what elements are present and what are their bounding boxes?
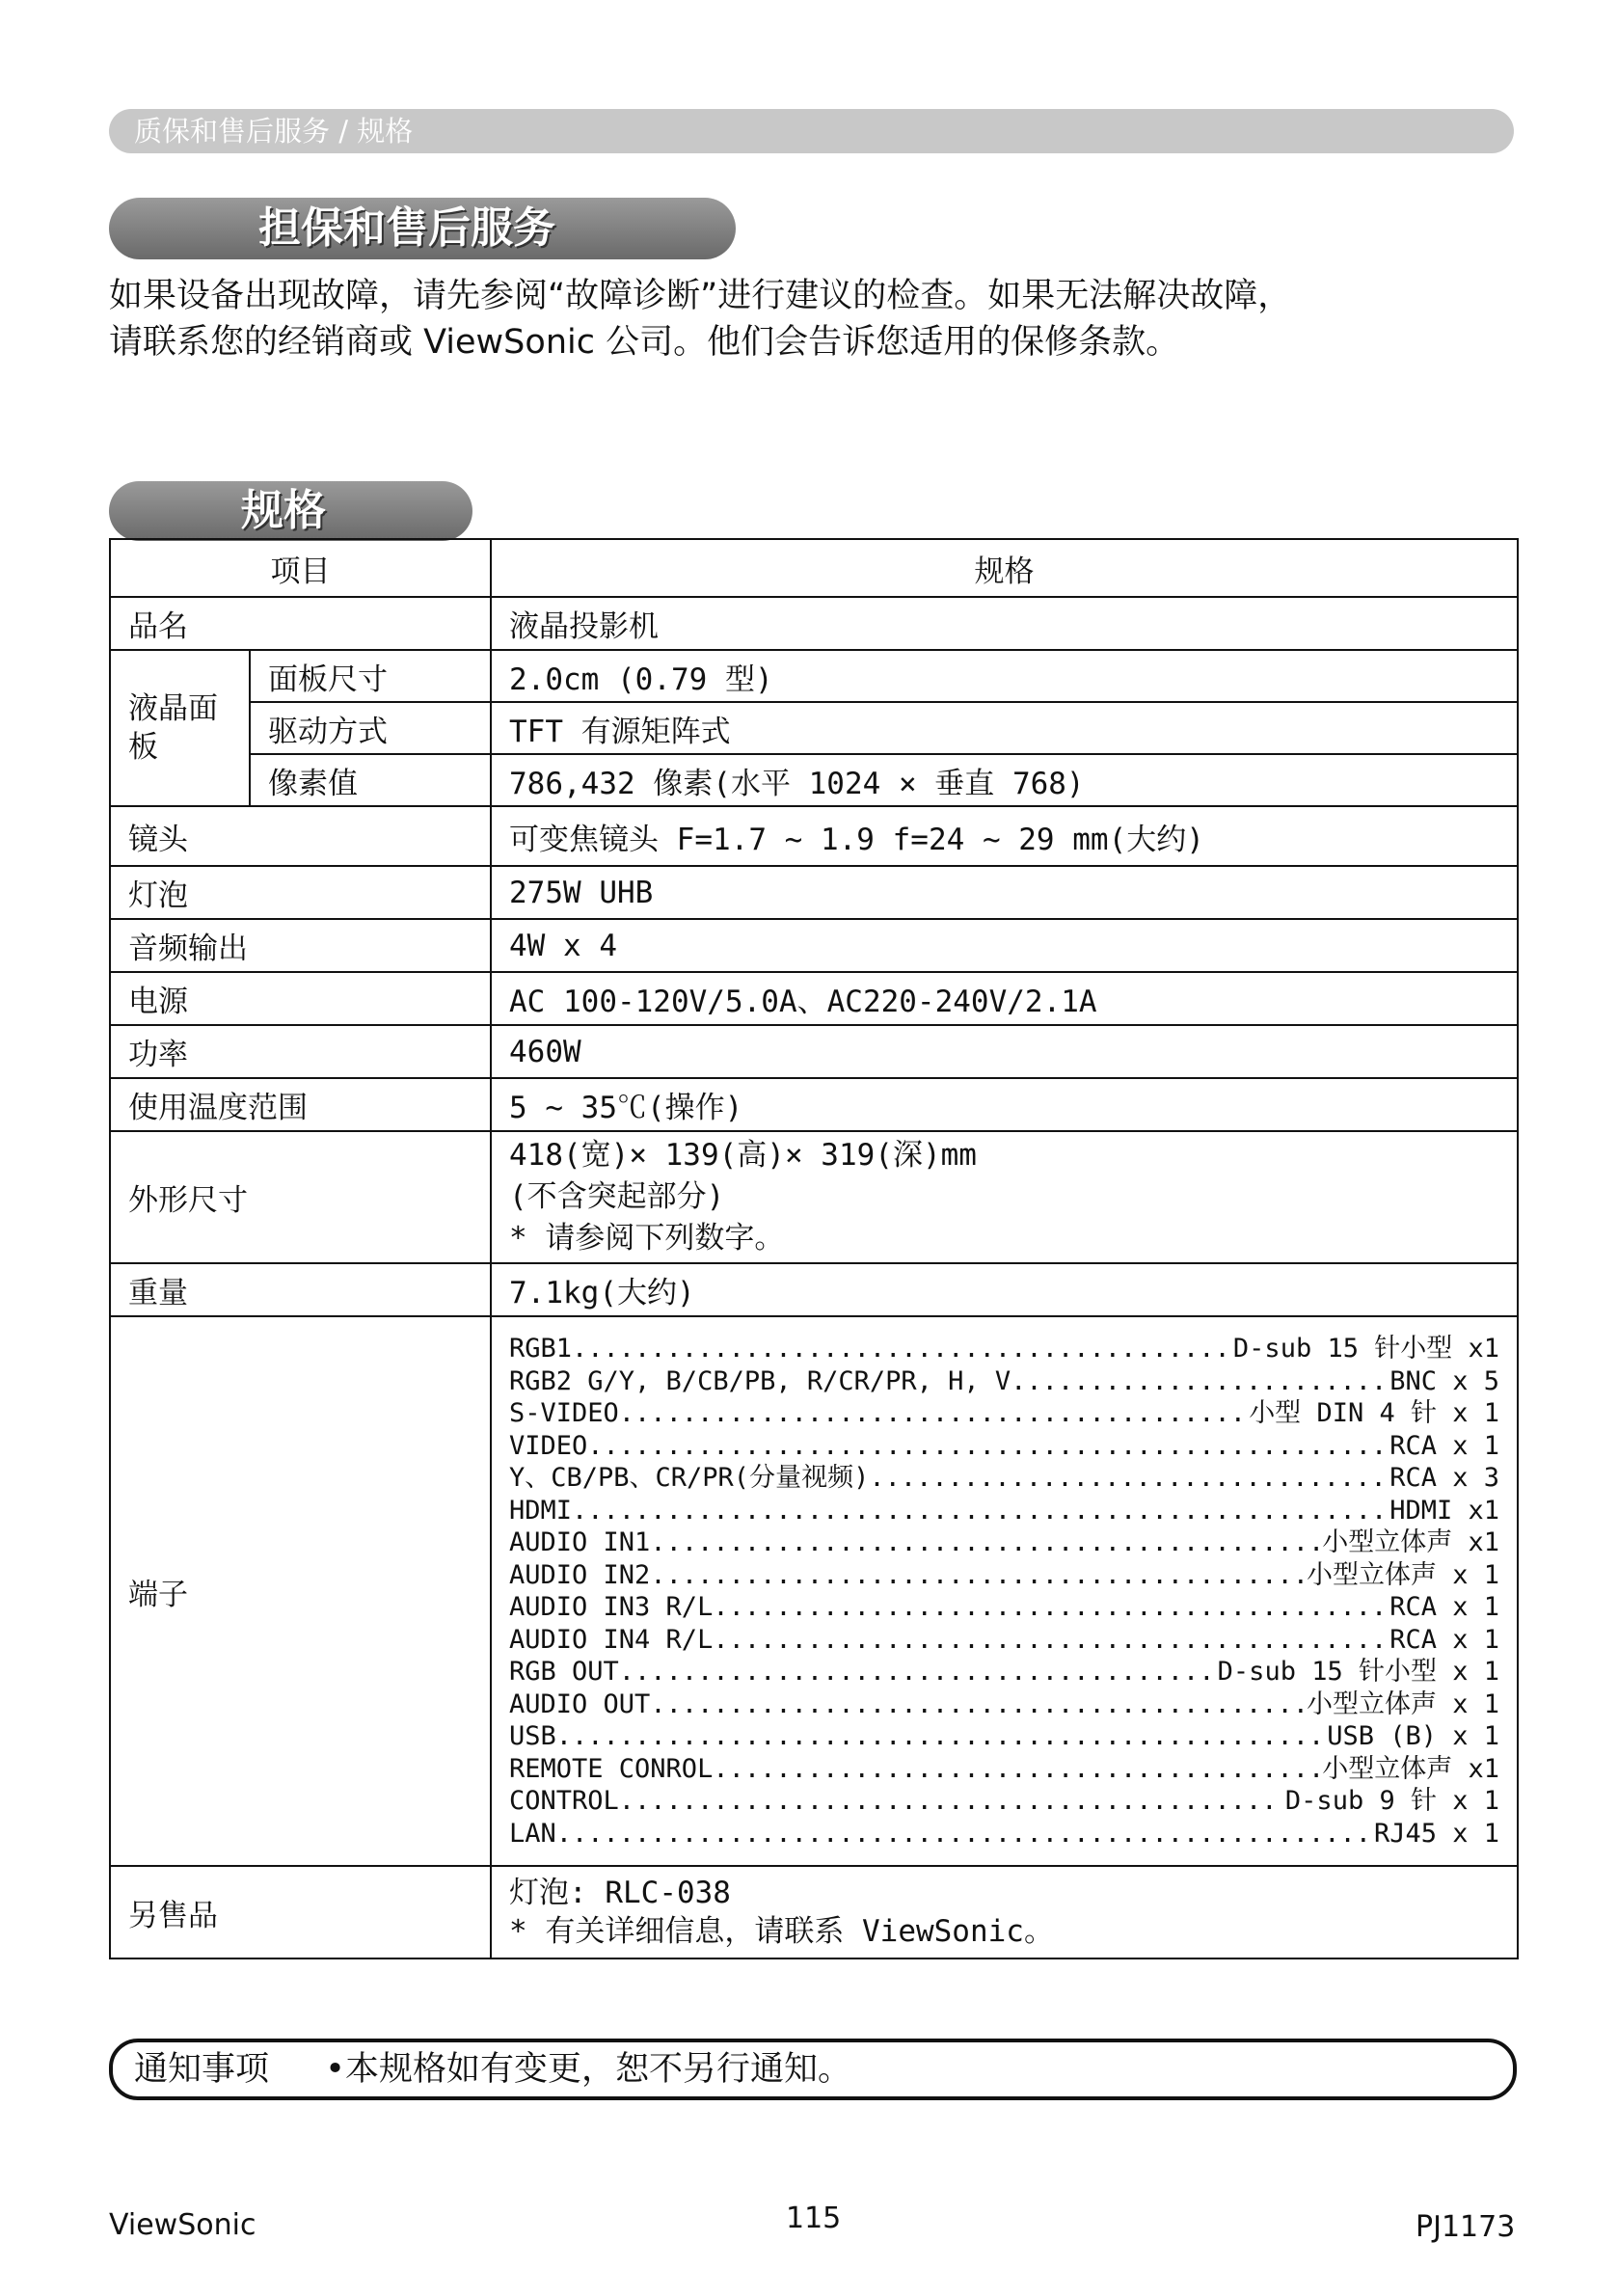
breadcrumb-bar xyxy=(109,109,1514,153)
port-value: BNC x 5 xyxy=(1389,1365,1499,1396)
port-value: RCA x 1 xyxy=(1389,1624,1499,1655)
port-value: 小型立体声 x 1 xyxy=(1306,1559,1499,1590)
port-value: D-sub 15 针小型 x 1 xyxy=(1217,1657,1499,1687)
port-value: D-sub 15 针小型 x1 xyxy=(1232,1334,1499,1364)
port-name: Y、CB/PB、CR/PR(分量视频) xyxy=(509,1463,870,1493)
warranty-paragraph-line: 请联系您的经销商或 ViewSonic 公司。他们会告诉您适用的保修条款。 xyxy=(109,323,1180,362)
leader-dots xyxy=(650,1559,1303,1592)
table-row xyxy=(110,1025,1518,1078)
port-name: RGB1 xyxy=(509,1334,573,1364)
port-value: 小型 DIN 4 针 x 1 xyxy=(1249,1398,1499,1428)
footer-brand: ViewSonic xyxy=(109,2208,256,2242)
leader-dots xyxy=(713,1753,1318,1786)
dimensions-line: (不含突起部分) xyxy=(509,1179,725,1214)
row-value: 275W UHB xyxy=(491,866,1518,919)
specs-section-title: 规格 xyxy=(109,481,472,541)
row-value: 7.1kg(大约) xyxy=(491,1263,1518,1316)
row-label: 电源 xyxy=(110,972,491,1025)
port-value: HDMI x1 xyxy=(1389,1495,1499,1526)
leader-dots xyxy=(1011,1365,1386,1398)
dimensions-line: * 请参阅下列数字。 xyxy=(509,1221,785,1256)
port-name: LAN xyxy=(509,1818,556,1849)
leader-dots xyxy=(587,1430,1386,1463)
col-header-spec: 规格 xyxy=(491,539,1518,597)
port-value: 小型立体声 x1 xyxy=(1322,1527,1499,1557)
port-value: RCA x 1 xyxy=(1389,1430,1499,1461)
row-value: 2.0cm (0.79 型) xyxy=(491,650,1518,702)
table-row xyxy=(110,1866,1518,1958)
row-label: 外形尺寸 xyxy=(110,1131,491,1263)
row-sublabel: 像素值 xyxy=(250,754,491,806)
row-label: 音频输出 xyxy=(110,919,491,972)
accessories-line: * 有关详细信息，请联系 ViewSonic。 xyxy=(509,1914,1054,1949)
port-item xyxy=(509,1753,1499,1786)
row-value: 5 ~ 35℃(操作) xyxy=(491,1078,1518,1131)
leader-dots xyxy=(556,1818,1370,1850)
leader-dots xyxy=(619,1397,1245,1430)
leader-dots xyxy=(619,1785,1281,1818)
port-item xyxy=(509,1495,1499,1527)
table-row xyxy=(110,597,1518,650)
port-value: USB (B) x 1 xyxy=(1327,1721,1499,1751)
row-sublabel: 驱动方式 xyxy=(250,702,491,754)
spec-table xyxy=(109,538,1519,1959)
port-item xyxy=(509,1656,1499,1688)
port-item xyxy=(509,1526,1499,1559)
footer-model: PJ1173 xyxy=(1416,2210,1516,2244)
table-row xyxy=(110,919,1518,972)
row-value: AC 100-120V/5.0A、AC220-240V/2.1A xyxy=(491,972,1518,1025)
port-item xyxy=(509,1720,1499,1753)
port-item xyxy=(509,1688,1499,1721)
leader-dots xyxy=(572,1495,1386,1527)
breadcrumb: 质保和售后服务 / 规格 xyxy=(134,115,414,148)
table-row xyxy=(110,806,1518,866)
port-value: RCA x 1 xyxy=(1389,1592,1499,1622)
row-value: TFT 有源矩阵式 xyxy=(491,702,1518,754)
port-name: USB xyxy=(509,1721,556,1751)
table-row xyxy=(110,650,1518,702)
row-label: 另售品 xyxy=(110,1866,491,1958)
page-number: 115 xyxy=(786,2201,842,2235)
port-name: RGB OUT xyxy=(509,1657,619,1687)
table-row xyxy=(110,1316,1518,1866)
port-value: 小型立体声 x 1 xyxy=(1306,1688,1499,1719)
port-item xyxy=(509,1430,1499,1463)
table-row xyxy=(110,1131,1518,1263)
row-label: 功率 xyxy=(110,1025,491,1078)
port-name: HDMI xyxy=(509,1495,573,1526)
port-item xyxy=(509,1559,1499,1592)
port-value: RCA x 3 xyxy=(1389,1463,1499,1493)
row-label: 灯泡 xyxy=(110,866,491,919)
port-item xyxy=(509,1591,1499,1624)
port-name: S-VIDEO xyxy=(509,1398,619,1428)
port-name: RGB2 G/Y, B/CB/PB, R/CR/PR, H, V xyxy=(509,1365,1011,1396)
port-item xyxy=(509,1624,1499,1657)
table-row xyxy=(110,972,1518,1025)
table-row xyxy=(110,702,1518,754)
warranty-paragraph-line: 如果设备出现故障，请先参阅“故障诊断”进行建议的检查。如果无法解决故障， xyxy=(109,277,1292,315)
port-name: AUDIO IN4 R/L xyxy=(509,1624,714,1655)
table-row xyxy=(110,866,1518,919)
table-row xyxy=(110,1078,1518,1131)
leader-dots xyxy=(650,1526,1318,1559)
row-value xyxy=(491,1866,1518,1958)
row-value xyxy=(491,1131,1518,1263)
port-item xyxy=(509,1397,1499,1430)
notice-text: •本规格如有变更，恕不另行通知。 xyxy=(325,2050,851,2089)
leader-dots xyxy=(556,1720,1323,1753)
warranty-paragraph xyxy=(109,273,1517,365)
leader-dots xyxy=(713,1624,1386,1657)
warranty-section-title: 担保和售后服务 xyxy=(109,198,736,259)
port-name: CONTROL xyxy=(509,1786,619,1816)
row-label: 端子 xyxy=(110,1316,491,1866)
port-name: AUDIO OUT xyxy=(509,1688,651,1719)
leader-dots xyxy=(572,1333,1229,1365)
port-name: AUDIO IN2 xyxy=(509,1559,651,1590)
row-label: 镜头 xyxy=(110,806,491,866)
accessories-line: 灯泡: RLC-038 xyxy=(509,1876,731,1910)
table-row xyxy=(110,754,1518,806)
row-value: 液晶投影机 xyxy=(491,597,1518,650)
port-value: RJ45 x 1 xyxy=(1373,1818,1499,1849)
notice-label: 通知事项 xyxy=(134,2050,270,2089)
leader-dots xyxy=(650,1688,1303,1721)
dimensions-line: 418(宽)× 139(高)× 319(深)mm xyxy=(509,1138,977,1173)
leader-dots xyxy=(869,1462,1386,1495)
leader-dots xyxy=(619,1656,1214,1688)
port-name: AUDIO IN1 xyxy=(509,1527,651,1557)
notice-box xyxy=(109,2039,1517,2100)
ports-list xyxy=(491,1316,1518,1866)
row-label: 液晶面板 xyxy=(110,650,250,806)
port-value: D-sub 9 针 x 1 xyxy=(1284,1786,1499,1816)
port-name: REMOTE CONROL xyxy=(509,1753,714,1784)
row-label: 重量 xyxy=(110,1263,491,1316)
row-value: 460W xyxy=(491,1025,1518,1078)
row-value: 可变焦镜头 F=1.7 ~ 1.9 f=24 ~ 29 mm(大约) xyxy=(491,806,1518,866)
port-item xyxy=(509,1333,1499,1365)
spec-header-row xyxy=(110,539,1518,597)
col-header-item: 项目 xyxy=(110,539,491,597)
port-item xyxy=(509,1818,1499,1850)
port-name: AUDIO IN3 R/L xyxy=(509,1592,714,1622)
port-item xyxy=(509,1785,1499,1818)
row-label: 使用温度范围 xyxy=(110,1078,491,1131)
port-value: 小型立体声 x1 xyxy=(1322,1753,1499,1784)
leader-dots xyxy=(713,1591,1386,1624)
port-item xyxy=(509,1462,1499,1495)
row-label: 品名 xyxy=(110,597,491,650)
table-row xyxy=(110,1263,1518,1316)
port-item xyxy=(509,1365,1499,1398)
row-value: 4W x 4 xyxy=(491,919,1518,972)
row-sublabel: 面板尺寸 xyxy=(250,650,491,702)
port-name: VIDEO xyxy=(509,1430,588,1461)
row-value: 786,432 像素(水平 1024 × 垂直 768) xyxy=(491,754,1518,806)
